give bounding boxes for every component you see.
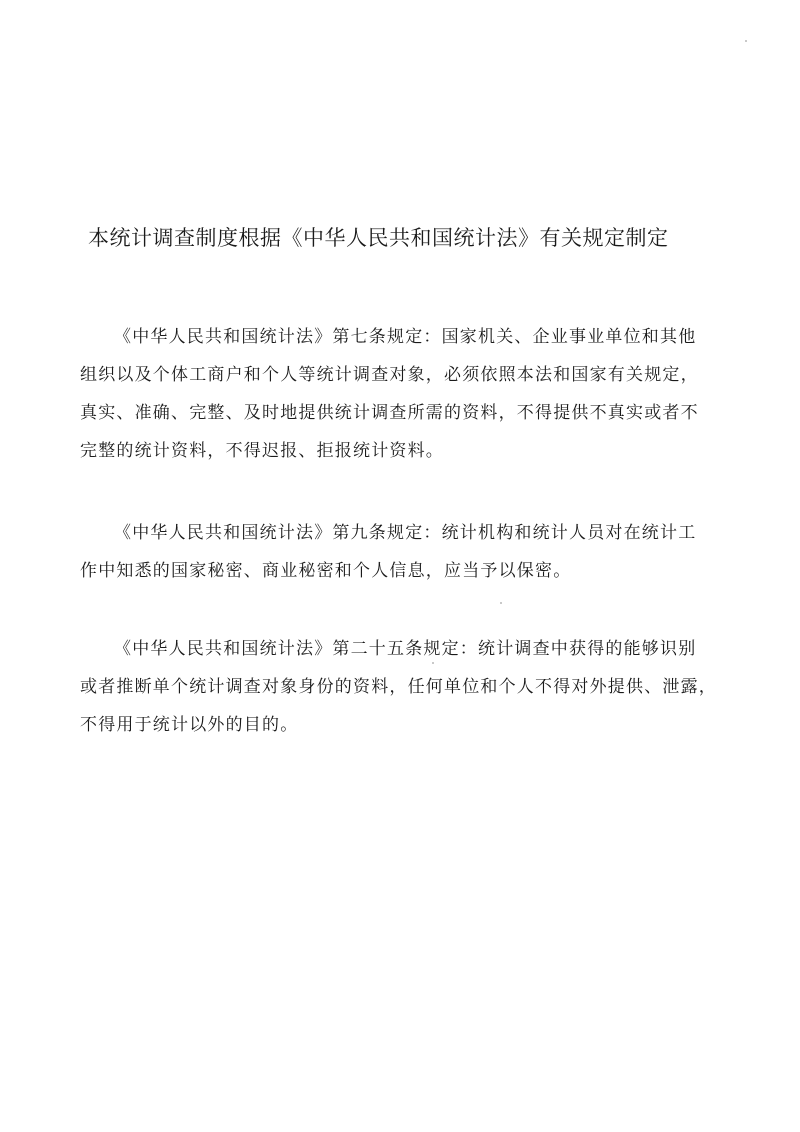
paragraph-line: 真实、准确、完整、及时地提供统计调查所需的资料，不得提供不真实或者不 bbox=[80, 403, 699, 423]
paragraph-article-9 bbox=[80, 514, 720, 590]
paragraph-line: 《中华人民共和国统计法》第九条规定：统计机构和统计人员对在统计工 bbox=[114, 523, 697, 543]
scan-speck bbox=[745, 40, 747, 42]
paragraph-article-25 bbox=[80, 630, 720, 744]
paragraph-line: 不得用于统计以外的目的。 bbox=[80, 715, 299, 735]
paragraph-line: 《中华人民共和国统计法》第二十五条规定：统计调查中获得的能够识别 bbox=[114, 639, 697, 659]
paragraph-line: 作中知悉的国家秘密、商业秘密和个人信息，应当予以保密。 bbox=[80, 561, 572, 581]
paragraph-article-7 bbox=[80, 318, 720, 470]
paragraph-line: 或者推断单个统计调查对象身份的资料，任何单位和个人不得对外提供、泄露， bbox=[80, 677, 717, 697]
scan-speck bbox=[432, 662, 434, 664]
paragraph-line: 组织以及个体工商户和个人等统计调查对象，必须依照本法和国家有关规定， bbox=[80, 365, 699, 385]
paragraph-line: 完整的统计资料，不得迟报、拒报统计资料。 bbox=[80, 441, 444, 461]
paragraph-line: 《中华人民共和国统计法》第七条规定：国家机关、企业事业单位和其他 bbox=[114, 327, 697, 347]
document-title: 本统计调查制度根据《中华人民共和国统计法》有关规定制定 bbox=[88, 226, 669, 250]
scan-speck bbox=[500, 602, 502, 604]
